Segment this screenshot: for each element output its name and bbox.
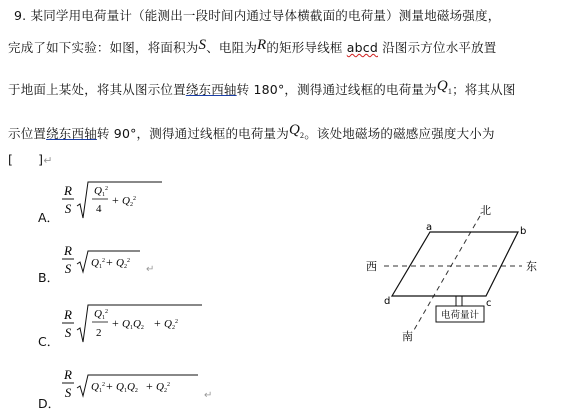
question-text: 。该处地磁场的磁感应强度大小为 — [304, 126, 495, 141]
fraction-numerator: R — [64, 307, 72, 322]
meter-label: 电荷量计 — [440, 310, 480, 321]
fraction-denominator: S — [64, 201, 72, 216]
label-north: 北 — [480, 204, 491, 217]
answer-bracket: [ ] — [8, 152, 44, 167]
fraction-numerator: R — [64, 183, 72, 198]
question-line-2 — [8, 38, 497, 57]
svg-text:+: + — [146, 379, 153, 393]
question-text: 的矩形导线框 — [266, 40, 343, 55]
option-letter: C． — [38, 334, 60, 349]
svg-text:↵: ↵ — [146, 264, 155, 275]
svg-text:Q12: $Q1^2$ — [91, 381, 105, 394]
svg-text:↵: ↵ — [204, 390, 213, 401]
question-text: 转 180°，测得通过线框的电荷量为 — [236, 82, 437, 97]
question-text: 、电阻为 — [206, 40, 258, 55]
symbol-q2: $Q_2$ — [288, 122, 305, 140]
svg-text:Q22: $Q2^2$ — [156, 381, 170, 394]
svg-text:Q1Q2: Q1Q2 — [116, 381, 138, 394]
fraction-numerator: R — [64, 243, 72, 258]
svg-text:Q22: $Q2^2$ — [164, 318, 178, 331]
question-line-4 — [8, 124, 495, 144]
svg-text:Q1Q2: Q1Q2 — [122, 318, 144, 331]
svg-text:Q22: $Q2^2$ — [116, 257, 130, 270]
corner-c: c — [486, 298, 492, 309]
label-east: 东 — [526, 260, 537, 273]
svg-text:Q12: $Q1^2$ — [94, 308, 108, 321]
fraction-denominator: S — [64, 261, 72, 276]
label-west: 西 — [366, 260, 377, 273]
option-a[interactable] — [36, 180, 176, 224]
option-letter: B． — [38, 270, 60, 285]
magnetic-field-diagram — [362, 200, 562, 350]
svg-text:2: 2 — [96, 327, 102, 339]
fraction-denominator: S — [64, 385, 72, 400]
axis-label: 绕东西轴 — [46, 126, 97, 141]
svg-text:+: + — [112, 316, 119, 330]
question-line-1 — [14, 6, 500, 24]
symbol-resistance: R — [257, 37, 267, 53]
corner-d: d — [384, 296, 391, 307]
question-text: 沿图示方位水平放置 — [382, 40, 497, 55]
symbol-area: S — [198, 37, 207, 53]
symbol-q1: $Q_1$ — [436, 78, 453, 96]
question-line-3 — [8, 80, 516, 100]
option-c-formula — [62, 302, 212, 348]
question-text: ；将其从图 — [452, 82, 516, 97]
option-c[interactable] — [36, 302, 206, 348]
question-text: 转 90°，测得通过线框的电荷量为 — [96, 126, 289, 141]
axis-label: 绕东西轴 — [185, 82, 237, 97]
frame-name-abcd: abcd — [346, 40, 378, 55]
question-text: 示位置 — [8, 126, 47, 141]
fraction-denominator: S — [64, 325, 72, 340]
option-b-formula — [62, 242, 172, 284]
option-letter: D． — [38, 396, 61, 411]
option-d-formula — [62, 366, 222, 410]
option-d[interactable] — [36, 366, 216, 410]
question-text: 于地面上某处，将其从图示位置 — [8, 82, 186, 97]
question-text: 完成了如下实验：如图，将面积为 — [8, 40, 199, 55]
option-a-formula — [62, 180, 172, 224]
svg-text:+: + — [154, 316, 161, 330]
svg-text:Q12: $Q1^2$ — [91, 257, 105, 270]
svg-text:Q22: $Q2^2$ — [122, 195, 136, 208]
return-mark: ↵ — [43, 154, 53, 167]
svg-text:4: 4 — [96, 203, 102, 215]
label-south: 南 — [402, 330, 413, 343]
fraction-numerator: R — [64, 367, 72, 382]
option-b[interactable] — [36, 242, 176, 284]
answer-bracket-line — [8, 152, 53, 167]
wire-frame-abcd — [392, 232, 518, 296]
svg-text:+: + — [106, 255, 113, 269]
svg-text:+: + — [112, 193, 119, 207]
svg-text:+: + — [106, 379, 113, 393]
svg-text:Q12: $Q1^2$ — [94, 185, 108, 198]
option-letter: A． — [38, 210, 60, 225]
corner-a: a — [426, 222, 433, 233]
corner-b: b — [520, 226, 527, 237]
question-text: 9. 某同学用电荷量计（能测出一段时间内通过导体横截面的电荷量）测量地磁场强度， — [14, 8, 501, 23]
